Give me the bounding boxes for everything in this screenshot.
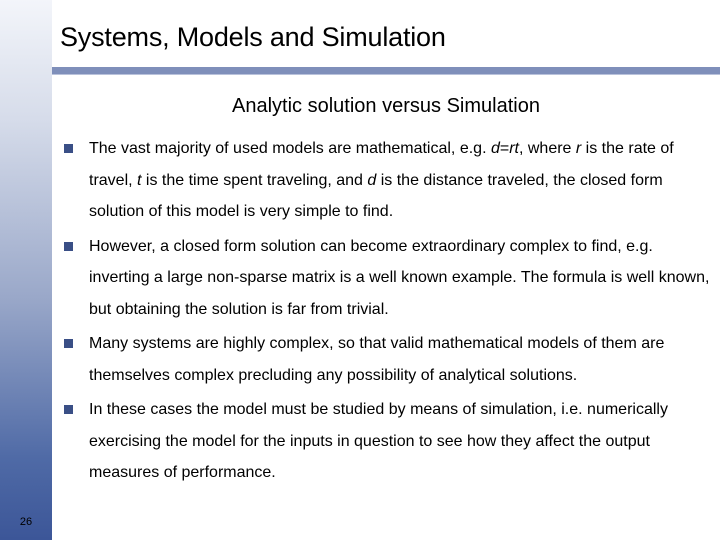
bullet-text xyxy=(89,335,664,384)
bullet-text-segment: = xyxy=(499,140,510,157)
bullet-item xyxy=(64,394,712,489)
bullet-text xyxy=(89,140,674,220)
bullet-text-segment: r xyxy=(575,140,582,157)
bullet-item xyxy=(64,231,712,326)
bullet-text-segment: d xyxy=(490,140,500,157)
square-bullet-icon xyxy=(64,339,73,348)
bullet-text-segment: is the rate of travel, xyxy=(89,140,674,189)
bullet-text-segment: However, a closed form solution can become extraordinary complex to find, e.g. inverting a large non-sparse matrix is a well known example. The formula is well known, but obtaining the solution is far from trivial. xyxy=(89,237,710,318)
bullet-item xyxy=(64,328,712,391)
slide-title: Systems, Models and Simulation xyxy=(60,22,446,52)
bullet-text-segment: The vast majority of used models are mathematical, e.g. xyxy=(89,140,491,157)
square-bullet-icon xyxy=(64,242,73,251)
bullet-text-segment: , where xyxy=(518,140,576,157)
bullet-text-segment: t xyxy=(137,171,142,189)
bullet-text-segment: is the time spent traveling, and xyxy=(141,171,368,189)
left-gradient-bar xyxy=(0,0,52,540)
bullet-text xyxy=(89,238,709,318)
square-bullet-icon xyxy=(64,405,73,414)
bullet-text-segment: In these cases the model must be studied by means of simulation, i.e. numerically exercising the model for the inputs in question to see how they affect the output measures of performance. xyxy=(89,401,668,481)
bullet-list xyxy=(64,133,712,492)
slide-subtitle: Analytic solution versus Simulation xyxy=(232,95,540,117)
bullet-item xyxy=(64,133,712,228)
page-number: 26 xyxy=(19,516,33,528)
bullet-text-segment: Many systems are highly complex, so that valid mathematical models of them are themselves complex precluding any possibility of analytical solutions. xyxy=(89,335,665,384)
bullet-text xyxy=(89,401,668,481)
title-divider xyxy=(52,67,720,74)
title-band xyxy=(0,0,720,66)
square-bullet-icon xyxy=(64,144,73,153)
bullet-text-segment: rt xyxy=(509,140,519,157)
title-divider-shadow xyxy=(52,74,720,75)
bullet-text-segment: d xyxy=(367,171,377,189)
bullet-text-segment: is the distance traveled, the closed form solution of this model is very simple to find. xyxy=(89,171,663,220)
